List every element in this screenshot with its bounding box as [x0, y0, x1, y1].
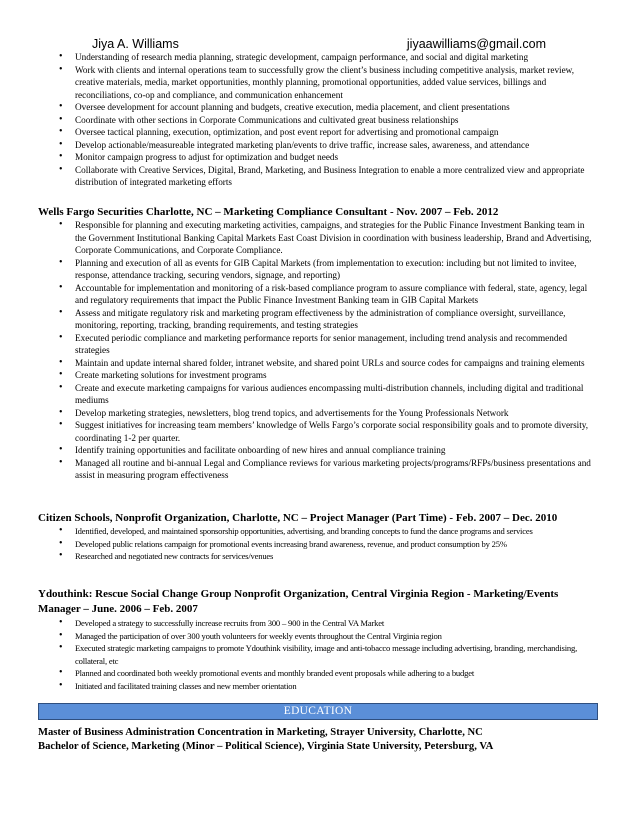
role-heading-line-1: Ydouthink: Rescue Social Change Group Nonprofit Organization, Central Virginia Region - Marketing/Events — [38, 588, 559, 600]
degree-mba: Master of Business Administration Concentration in Marketing, Strayer University, Charlotte, NC — [38, 727, 483, 738]
ydouthink-bullets — [38, 617, 598, 692]
citizen-schools-bullets — [38, 525, 598, 563]
list-item: • Identify training opportunities and facilitate onboarding of new hires and annual compliance training — [38, 444, 598, 457]
list-item: • Collaborate with Creative Services, Digital, Brand, Marketing, and Business Integration to enable a more centralized view and appropriate distribution of integrated marketing efforts — [38, 164, 598, 189]
wells-fargo-bullets — [38, 219, 598, 482]
list-item: • Create and execute marketing campaigns for various audiences encompassing multi-distribution channels, including digital and traditional mediums — [38, 382, 598, 407]
list-item: • Develop marketing strategies, newsletters, blog trend topics, and advertisements for the Young Professionals Network — [38, 407, 598, 420]
citizen-schools-section — [38, 511, 598, 563]
list-item: • Managed the participation of over 300 youth volunteers for weekly events throughout the Central Virginia region — [38, 630, 598, 643]
list-item: • Monitor campaign progress to adjust for optimization and budget needs — [38, 151, 598, 164]
list-item: • Planning and execution of all as events for GIB Capital Markets (from implementation to execution: including but not limited to invitee, response, attendance tracking, securing vendors, signage, and reporting) — [38, 257, 598, 282]
list-item: • Identified, developed, and maintained sponsorship opportunities, advertising, and branding concepts to fund the dance programs and services — [38, 525, 598, 538]
list-item: • Accountable for implementation and monitoring of a risk-based compliance program to assure compliance with federal, state, agency, legal and regulatory requirements that impact the Public Finance Investment Banking team in GIB Capital Markets — [38, 282, 598, 307]
list-item: • Oversee development for account planning and budgets, creative execution, media placement, and client presentations — [38, 101, 598, 114]
list-item: • Assess and mitigate regulatory risk and marketing program effectiveness by the administration of compliance oversight, surveillance, monitoring, reporting, tracking, branding requirements, and testing strategies — [38, 307, 598, 332]
list-item: • Suggest initiatives for increasing team members’ knowledge of Wells Fargo’s corporate social responsibility goals and to promote diversity, coordinating 1-2 per quarter. — [38, 419, 598, 444]
role-heading-line-2: Manager – June. 2006 – Feb. 2007 — [38, 603, 198, 615]
candidate-email: jiyaawilliams@gmail.com — [406, 37, 546, 51]
list-item: • Developed public relations campaign for promotional events increasing brand awareness, revenue, and product consumption by 25% — [38, 538, 598, 551]
list-item: • Work with clients and internal operations team to successfully grow the client’s business including competitive analysis, market review, creative materials, media, market opportunities, monthly planning, promotional opportunities, added value services, billings and reconciliations, co-op and compliance, and communication enhancement — [38, 64, 598, 102]
candidate-name: Jiya A. Williams — [92, 37, 179, 51]
list-item: • Coordinate with other sections in Corporate Communications and cultivated great business relationships — [38, 114, 598, 127]
previous-role-bullets — [38, 51, 598, 189]
wells-fargo-section — [38, 205, 598, 482]
list-item: • Planned and coordinated both weekly promotional events and monthly branded event proposals while adhering to a budget — [38, 667, 598, 680]
role-heading: Wells Fargo Securities Charlotte, NC – Marketing Compliance Consultant - Nov. 2007 – Feb. 2012 — [38, 206, 499, 218]
list-item: • Oversee tactical planning, execution, optimization, and post event report for advertising and promotional campaign — [38, 126, 598, 139]
education-degrees — [38, 726, 608, 754]
list-item: • Researched and negotiated new contracts for services/venues — [38, 550, 598, 563]
role-heading: Citizen Schools, Nonprofit Organization, Charlotte, NC – Project Manager (Part Time) - Feb. 2007 – Dec. 2010 — [38, 512, 558, 524]
degree-bs: Bachelor of Science, Marketing (Minor – Political Science), Virginia State University, Petersburg, VA — [38, 741, 494, 752]
education-section-header: EDUCATION — [38, 703, 598, 720]
list-item: • Executed strategic marketing campaigns to promote Ydouthink visibility, image and anti-tobacco message including advertising, branding, merchandising, collateral, etc — [38, 642, 598, 667]
list-item: • Maintain and update internal shared folder, intranet website, and shared point URLs and source codes for campaigns and training elements — [38, 357, 598, 370]
list-item: • Create marketing solutions for investment programs — [38, 369, 598, 382]
list-item: • Initiated and facilitated training classes and new member orientation — [38, 680, 598, 693]
list-item: • Develop actionable/measureable integrated marketing plan/events to drive traffic, increase sales, awareness, and attendance — [38, 139, 598, 152]
list-item: • Responsible for planning and executing marketing activities, campaigns, and strategies for the Public Finance Investment Banking team in the Government Institutional Banking Capital Markets East Coast Division in coordination with business leadership, Brand and Advertising, Corporate Communications, and Corporate Compliance. — [38, 219, 598, 257]
list-item: • Managed all routine and bi-annual Legal and Compliance reviews for various marketing projects/programs/RFPs/business presentations and assist in measuring program effectiveness — [38, 457, 598, 482]
ydouthink-section — [38, 587, 598, 692]
previous-role-section — [38, 51, 598, 189]
list-item: • Developed a strategy to successfully increase recruits from 300 – 900 in the Central VA Market — [38, 617, 598, 630]
list-item: • Understanding of research media planning, strategic development, campaign performance, and social and digital marketing — [38, 51, 598, 64]
list-item: • Executed periodic compliance and marketing performance reports for senior management, including trend analysis and recommended strategies — [38, 332, 598, 357]
